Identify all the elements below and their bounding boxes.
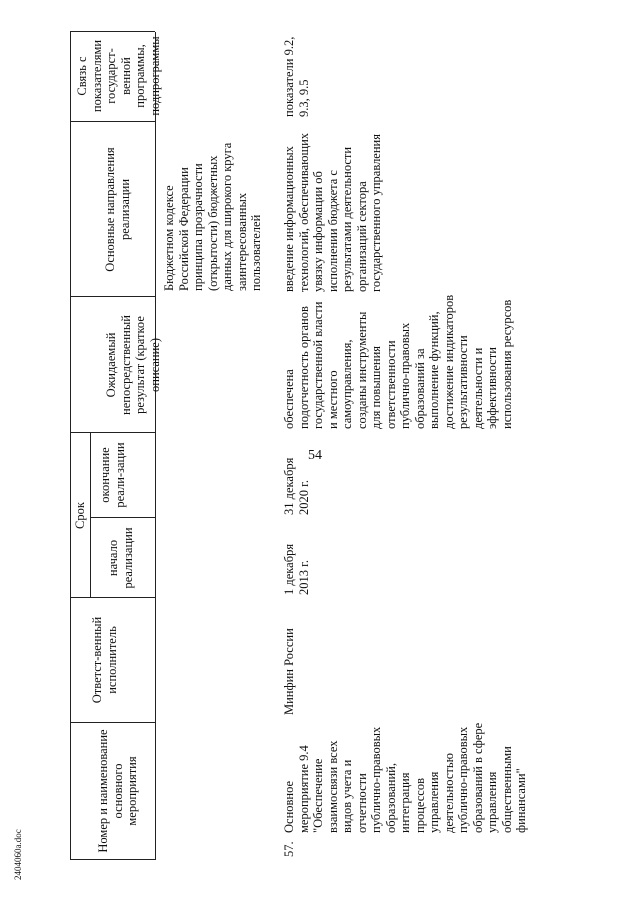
header-expected: Ожидаемый непосредственный результат (краткое описание) [104, 315, 162, 415]
row-directions: введение информационных технологий, обеспечивающих увязку информации об исполнении бюджета с результатами деятельности организаций сектора государственного управления [282, 132, 383, 292]
header-end: окончание реали-зации [98, 442, 127, 508]
row-link: показатели 9.2, 9.3, 9.5 [282, 36, 311, 117]
header-directions: Основные направления реализации [103, 147, 132, 272]
header-link: Связь с показателями государст-венной программы, подпрограммы [75, 36, 162, 116]
row-number: 57. [282, 841, 296, 857]
header-number-name: Номер и наименование основного мероприятия [96, 729, 139, 853]
row-name: Основное мероприятие 9.4 "Обеспечение взаимосвязи всех видов учета и отчетности публично-правовых образований, интеграция процессов управления деятельностью публично-правовых образований в сфере управления общественными финансами" [282, 722, 528, 833]
row-responsible: Минфин России [282, 628, 296, 715]
continuation-text: Бюджетном кодексе Российской Федерации принципа прозрачности (открытости) бюджетных данных для широкого круга заинтересованных пользователей [162, 142, 263, 291]
row-start: 1 декабря 2013 г. [282, 543, 311, 595]
page-number: 54 [308, 448, 322, 463]
row-expected: обеспечена подотчетность органов государственной власти и местного самоуправления, созданы инструменты для повышения ответственности публично-правовых образований за выполнение функций, достижение индикаторов результативности деятельности и эффективности использования ресурсов [282, 294, 514, 429]
header-responsible: Ответст-венный исполнитель [90, 616, 119, 704]
row-end: 31 декабря 2020 г. [282, 457, 311, 515]
header-start: начало реализации [106, 527, 135, 589]
footer-code: 2404060а.doc [13, 829, 23, 880]
header-term: Срок [73, 502, 87, 529]
